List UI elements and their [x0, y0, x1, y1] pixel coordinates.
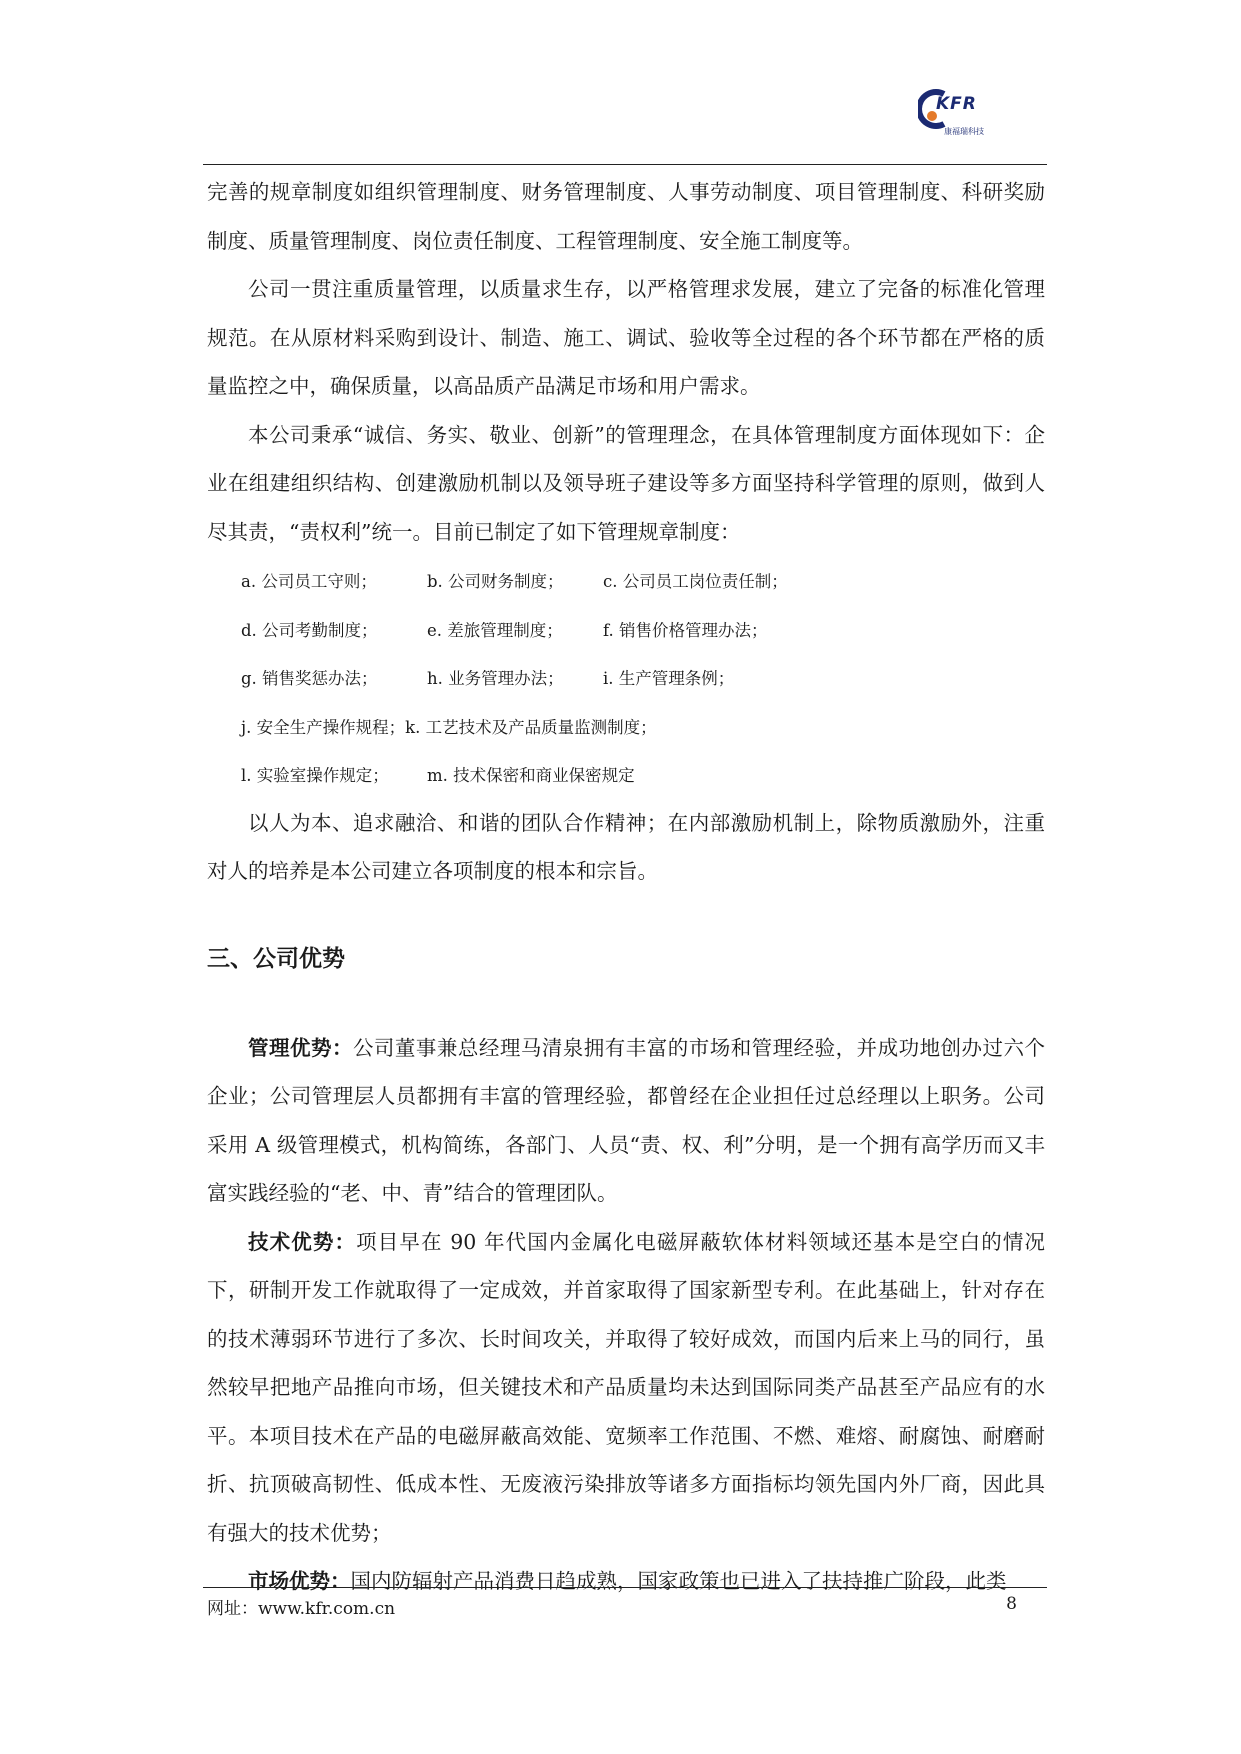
- page-footer: [207, 1594, 1017, 1619]
- rules-row: [207, 556, 1045, 605]
- technology-advantage-text: 项目早在 90 年代国内金属化电磁屏蔽软体材料领域还基本是空白的情况下，研制开发工作就取得了一定成效，并首家取得了国家新型专利。在此基础上，针对存在的技术薄弱环节进行了多次、长时间攻关，并取得了较好成效，而国内后来上马的同行，虽然较早把地产品推向市场，但关键技术和产品质量均未达到国际同类产品甚至产品应有的水平。本项目技术在产品的电磁屏蔽高效能、宽频率工作范围、不燃、难熔、耐腐蚀、耐磨耐折、抗顶破高韧性、低成本性、无废液污染排放等诸多方面指标均领先国内外厂商，因此具有强大的技术优势；: [207, 1229, 1045, 1545]
- rule-item: d. 公司考勤制度；: [241, 620, 378, 640]
- paragraph-regulations: 完善的规章制度如组织管理制度、财务管理制度、人事劳动制度、项目管理制度、科研奖励制度、质量管理制度、岗位责任制度、工程管理制度、安全施工制度等。: [207, 180, 1045, 253]
- section-title: 三、公司优势: [207, 945, 345, 972]
- page-content: [207, 168, 1045, 1606]
- footer-website: 网址：www.kfr.com.cn: [207, 1599, 396, 1619]
- rule-item: i. 生产管理条例；: [603, 669, 735, 689]
- paragraph-people-oriented: 以人为本、追求融洽、和谐的团队合作精神；在内部激励机制上，除物质激励外，注重对人的培养是本公司建立各项制度的根本和宗旨。: [207, 810, 1045, 883]
- rule-item: j. 安全生产操作规程；k. 工艺技术及产品质量监测制度；: [241, 717, 657, 737]
- rules-row: [207, 605, 1045, 654]
- rule-item: m. 技术保密和商业保密规定: [427, 766, 635, 786]
- market-advantage-label: 市场优势：: [248, 1569, 351, 1593]
- logo-subtext: 康福瑞科技: [944, 127, 984, 136]
- technology-advantage-label: 技术优势：: [248, 1229, 357, 1254]
- rules-row: [207, 750, 1045, 799]
- footer-rule: [203, 1587, 1047, 1588]
- rule-item: b. 公司财务制度；: [427, 572, 564, 592]
- paragraph-technology-advantage: [207, 1218, 1045, 1558]
- header-rule: [203, 164, 1047, 165]
- rules-row: [207, 653, 1045, 702]
- paragraph-quality: 公司一贯注重质量管理，以质量求生存，以严格管理求发展，建立了完备的标准化管理规范。在从原材料采购到设计、制造、施工、调试、验收等全过程的各个环节都在严格的质量监控之中，确保质量，以高品质产品满足市场和用户需求。: [207, 277, 1045, 398]
- rule-item: a. 公司员工守则；: [241, 572, 377, 592]
- paragraph-management-advantage: [207, 1024, 1045, 1218]
- management-advantage-text: 公司董事兼总经理马清泉拥有丰富的市场和管理经验，并成功地创办过六个企业；公司管理层人员都拥有丰富的管理经验，都曾经在企业担任过总经理以上职务。公司采用 A 级管理模式，机构简练，各部门、人员“责、权、利”分明，是一个拥有高学历而又丰富实践经验的“老、中、青”结合的管理团队。: [207, 1035, 1046, 1205]
- rule-item: g. 销售奖惩办法；: [241, 669, 378, 689]
- rule-item: l. 实验室操作规定；: [241, 766, 389, 786]
- market-advantage-text: 国内防辐射产品消费日趋成熟，国家政策也已进入了扶持推广阶段，此类: [350, 1569, 1007, 1593]
- rule-item: e. 差旅管理制度；: [427, 620, 563, 640]
- logo-text: KFR: [936, 94, 977, 114]
- rules-list: [207, 556, 1045, 799]
- rule-item: h. 业务管理办法；: [427, 669, 564, 689]
- management-advantage-label: 管理优势：: [248, 1035, 353, 1060]
- rule-item: c. 公司员工岗位责任制；: [603, 572, 788, 592]
- page-number: 8: [1006, 1594, 1017, 1614]
- rules-row: [207, 702, 1045, 751]
- rule-item: f. 销售价格管理办法；: [603, 620, 768, 640]
- company-logo: [918, 86, 998, 146]
- paragraph-philosophy: 本公司秉承“诚信、务实、敬业、创新”的管理理念，在具体管理制度方面体现如下：企业在组建组织结构、创建激励机制以及领导班子建设等多方面坚持科学管理的原则，做到人尽其责，“责权利”统一。目前已制定了如下管理规章制度：: [207, 422, 1045, 544]
